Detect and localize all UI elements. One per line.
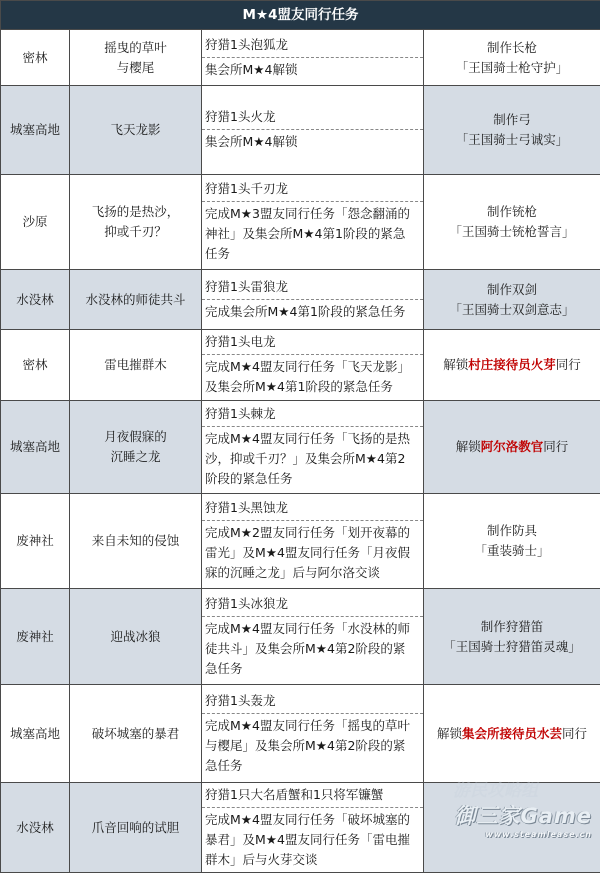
reward-cell: [424, 175, 600, 270]
condition-line: 急任务: [205, 756, 420, 776]
condition-line: 与樱尾」及集会所M★4第2阶段的紧: [205, 736, 420, 756]
quest-name-cell: [70, 494, 202, 589]
region-cell: 密林: [1, 330, 70, 401]
condition-line: 暴君」及M★4盟友同行任务「雷电摧: [205, 830, 420, 850]
unlock-condition: [202, 300, 423, 324]
hunt-target: 狩猎1头轰龙: [202, 690, 423, 714]
reward-craft-label: 制作防具: [424, 521, 600, 541]
region-cell: 城塞高地: [1, 401, 70, 494]
table-row: [1, 270, 600, 330]
reward-cell: [424, 783, 600, 873]
quest-name-line: 月夜假寐的: [70, 427, 201, 447]
reward-cell: [424, 494, 600, 589]
reward-item-name: 「王国骑士枪守护」: [424, 58, 600, 78]
table-row: [1, 330, 600, 401]
table-row: [1, 589, 600, 685]
conditions-cell: [202, 270, 424, 330]
reward-prefix: 解锁: [437, 726, 462, 741]
table-row: [1, 494, 600, 589]
condition-line: 完成M★2盟友同行任务「划开夜幕的: [205, 523, 420, 543]
unlock-condition: [202, 808, 423, 872]
unlock-condition: [202, 427, 423, 491]
quest-name-line: 迎战冰狼: [70, 627, 201, 647]
region-cell: 废神社: [1, 589, 70, 685]
condition-line: 寐的沉睡之龙」后与阿尔洛交谈: [205, 563, 420, 583]
reward-cell: [424, 685, 600, 783]
reward-unlock: [424, 355, 600, 375]
condition-line: 急任务: [205, 659, 420, 679]
quest-name-line: 破坏城塞的暴君: [70, 724, 201, 744]
condition-line: 集会所M★4解锁: [205, 132, 420, 152]
quest-name-cell: [70, 401, 202, 494]
conditions-cell: [202, 330, 424, 401]
conditions-cell: [202, 86, 424, 175]
region-cell: 沙原: [1, 175, 70, 270]
quest-name-line: 来自未知的侵蚀: [70, 531, 201, 551]
quest-name-cell: [70, 30, 202, 86]
quest-name-line: 水没林的师徒共斗: [70, 290, 201, 310]
conditions-cell: [202, 589, 424, 685]
quest-name-cell: [70, 330, 202, 401]
condition-line: 徒共斗」及集会所M★4第2阶段的紧: [205, 639, 420, 659]
quest-name-line: 飞天龙影: [70, 120, 201, 140]
region-cell: 废神社: [1, 494, 70, 589]
reward-highlight: 阿尔洛教官: [481, 439, 544, 454]
region-cell: 城塞高地: [1, 86, 70, 175]
hunt-target: 狩猎1头棘龙: [202, 403, 423, 427]
unlock-condition: [202, 202, 423, 266]
hunt-target: 狩猎1头火龙: [202, 106, 423, 130]
quest-name-line: 抑或千刃？: [70, 222, 201, 242]
table-row: [1, 86, 600, 175]
reward-cell: [424, 30, 600, 86]
reward-cell: [424, 86, 600, 175]
reward-craft-label: 制作双剑: [424, 280, 600, 300]
conditions-cell: [202, 685, 424, 783]
table-row: [1, 783, 600, 873]
reward-highlight: 村庄接待员火芽: [468, 357, 556, 372]
reward-item-name: 「王国骑士铳枪誓言」: [424, 222, 600, 242]
quest-table-body: [1, 1, 600, 873]
reward-suffix: 同行: [562, 726, 587, 741]
hunt-target: 狩猎1头泡狐龙: [202, 34, 423, 58]
unlock-condition: [202, 617, 423, 681]
watermark-url: www.steamlease.cn: [454, 830, 592, 839]
unlock-condition: [202, 521, 423, 585]
hunt-target: 狩猎1头千刃龙: [202, 178, 423, 202]
hunt-target: 狩猎1头黑蚀龙: [202, 497, 423, 521]
condition-line: 完成M★4盟友同行任务「破坏城塞的: [205, 810, 420, 830]
reward-item-name: 「重装骑士」: [424, 541, 600, 561]
unlock-condition: [202, 355, 423, 399]
quest-name-line: 爪音回响的试胆: [70, 818, 201, 838]
region-cell: 城塞高地: [1, 685, 70, 783]
reward-unlock: [424, 724, 600, 744]
reward-prefix: 解锁: [443, 357, 468, 372]
region-cell: 水没林: [1, 783, 70, 873]
conditions-cell: [202, 494, 424, 589]
reward-cell: [424, 589, 600, 685]
quest-name-line: 沉睡之龙: [70, 447, 201, 467]
quest-name-cell: [70, 270, 202, 330]
condition-line: 完成M★4盟友同行任务「水没林的师: [205, 619, 420, 639]
reward-craft-label: 制作长枪: [424, 38, 600, 58]
reward-cell: [424, 401, 600, 494]
watermark-brand: 御三家Game: [454, 800, 592, 830]
table-row: [1, 30, 600, 86]
quest-name-line: 摇曳的草叶: [70, 38, 201, 58]
conditions-cell: [202, 30, 424, 86]
reward-item-name: 「王国骑士狩猎笛灵魂」: [424, 637, 600, 657]
hunt-target: 狩猎1头电龙: [202, 331, 423, 355]
condition-line: 沙，抑或千刃？」及集会所M★4第2: [205, 449, 420, 469]
condition-line: 任务: [205, 244, 420, 264]
condition-line: 完成M★3盟友同行任务「怨念翻涌的: [205, 204, 420, 224]
quest-name-cell: [70, 589, 202, 685]
condition-line: 完成M★4盟友同行任务「摇曳的草叶: [205, 716, 420, 736]
table-row: [1, 401, 600, 494]
reward-highlight: 集会所接待员水芸: [462, 726, 562, 741]
reward-cell: [424, 270, 600, 330]
hunt-target: 狩猎1头冰狼龙: [202, 593, 423, 617]
table-title: M★4盟友同行任务: [1, 1, 600, 30]
quest-name-cell: [70, 86, 202, 175]
unlock-condition: [202, 58, 423, 82]
reward-craft-label: 制作狩猎笛: [424, 617, 600, 637]
conditions-cell: [202, 401, 424, 494]
conditions-cell: [202, 175, 424, 270]
region-cell: 水没林: [1, 270, 70, 330]
hunt-target: 狩猎1头雷狼龙: [202, 276, 423, 300]
reward-item-name: 「王国骑士双剑意志」: [424, 300, 600, 320]
table-row: [1, 685, 600, 783]
unlock-condition: [202, 714, 423, 778]
condition-line: 及集会所M★4第1阶段的紧急任务: [205, 377, 420, 397]
quest-name-cell: [70, 175, 202, 270]
reward-cell: [424, 330, 600, 401]
region-cell: 密林: [1, 30, 70, 86]
reward-unlock: [424, 437, 600, 457]
condition-line: 雷光」及M★4盟友同行任务「月夜假: [205, 543, 420, 563]
quest-name-line: 与樱尾: [70, 58, 201, 78]
quest-name-line: 飞扬的是热沙，: [70, 202, 201, 222]
condition-line: 完成集会所M★4第1阶段的紧急任务: [205, 302, 420, 322]
condition-line: 完成M★4盟友同行任务「飞天龙影」: [205, 357, 420, 377]
reward-craft-label: 制作铳枪: [424, 202, 600, 222]
quest-name-cell: [70, 783, 202, 873]
condition-line: 阶段的紧急任务: [205, 469, 420, 489]
condition-line: 完成M★4盟友同行任务「飞扬的是热: [205, 429, 420, 449]
condition-line: 集会所M★4解锁: [205, 60, 420, 80]
faint-watermark: 游民攻略组: [453, 776, 538, 801]
table-row: [1, 175, 600, 270]
conditions-cell: [202, 783, 424, 873]
reward-prefix: 解锁: [456, 439, 481, 454]
condition-line: 神社」及集会所M★4第1阶段的紧急: [205, 224, 420, 244]
hunt-target: 狩猎1只大名盾蟹和1只将军镰蟹: [202, 784, 423, 808]
condition-line: 群木」后与火芽交谈: [205, 850, 420, 870]
reward-item-name: 「王国骑士弓诚实」: [424, 130, 600, 150]
reward-suffix: 同行: [543, 439, 568, 454]
quest-name-line: 雷电摧群木: [70, 355, 201, 375]
reward-craft-label: 制作弓: [424, 110, 600, 130]
reward-suffix: 同行: [556, 357, 581, 372]
unlock-condition: [202, 130, 423, 154]
quest-name-cell: [70, 685, 202, 783]
